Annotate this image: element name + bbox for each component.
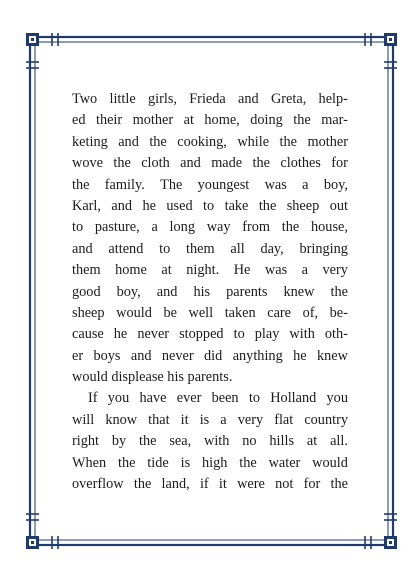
text-line: When the tide is high the water would	[72, 454, 348, 471]
body-text	[72, 89, 348, 495]
text-line: keting and the cooking, while the mother	[72, 133, 348, 150]
paragraph-2	[72, 388, 348, 495]
text-line: the family. The youngest was a boy,	[72, 176, 348, 193]
text-line: good boy, and his parents knew the	[72, 283, 348, 300]
text-line: would displease his parents.	[72, 369, 233, 386]
text-line: wove the cloth and made the clothes for	[72, 155, 348, 172]
text-line: will know that it is a very flat country	[72, 411, 348, 428]
paragraph-1	[72, 89, 348, 388]
text-line: If you have ever been to Holland you	[88, 390, 348, 407]
text-line: Karl, and he used to take the sheep out	[72, 197, 348, 214]
text-line: to pasture, a long way from the house,	[72, 219, 348, 236]
text-line: and attend to them all day, bringing	[72, 240, 348, 257]
text-line: cause he never stopped to play with oth-	[72, 326, 348, 343]
text-line: Two little girls, Frieda and Greta, help-	[72, 91, 348, 107]
text-line: overflow the land, if it were not for the	[72, 476, 348, 493]
text-line: sheep would be well taken care of, be-	[72, 304, 348, 321]
text-line: right by the sea, with no hills at all.	[72, 433, 348, 450]
text-line: ed their mother at home, doing the mar-	[72, 112, 348, 129]
text-line: er boys and never did anything he knew	[72, 347, 348, 364]
text-line: them home at night. He was a very	[72, 262, 348, 279]
